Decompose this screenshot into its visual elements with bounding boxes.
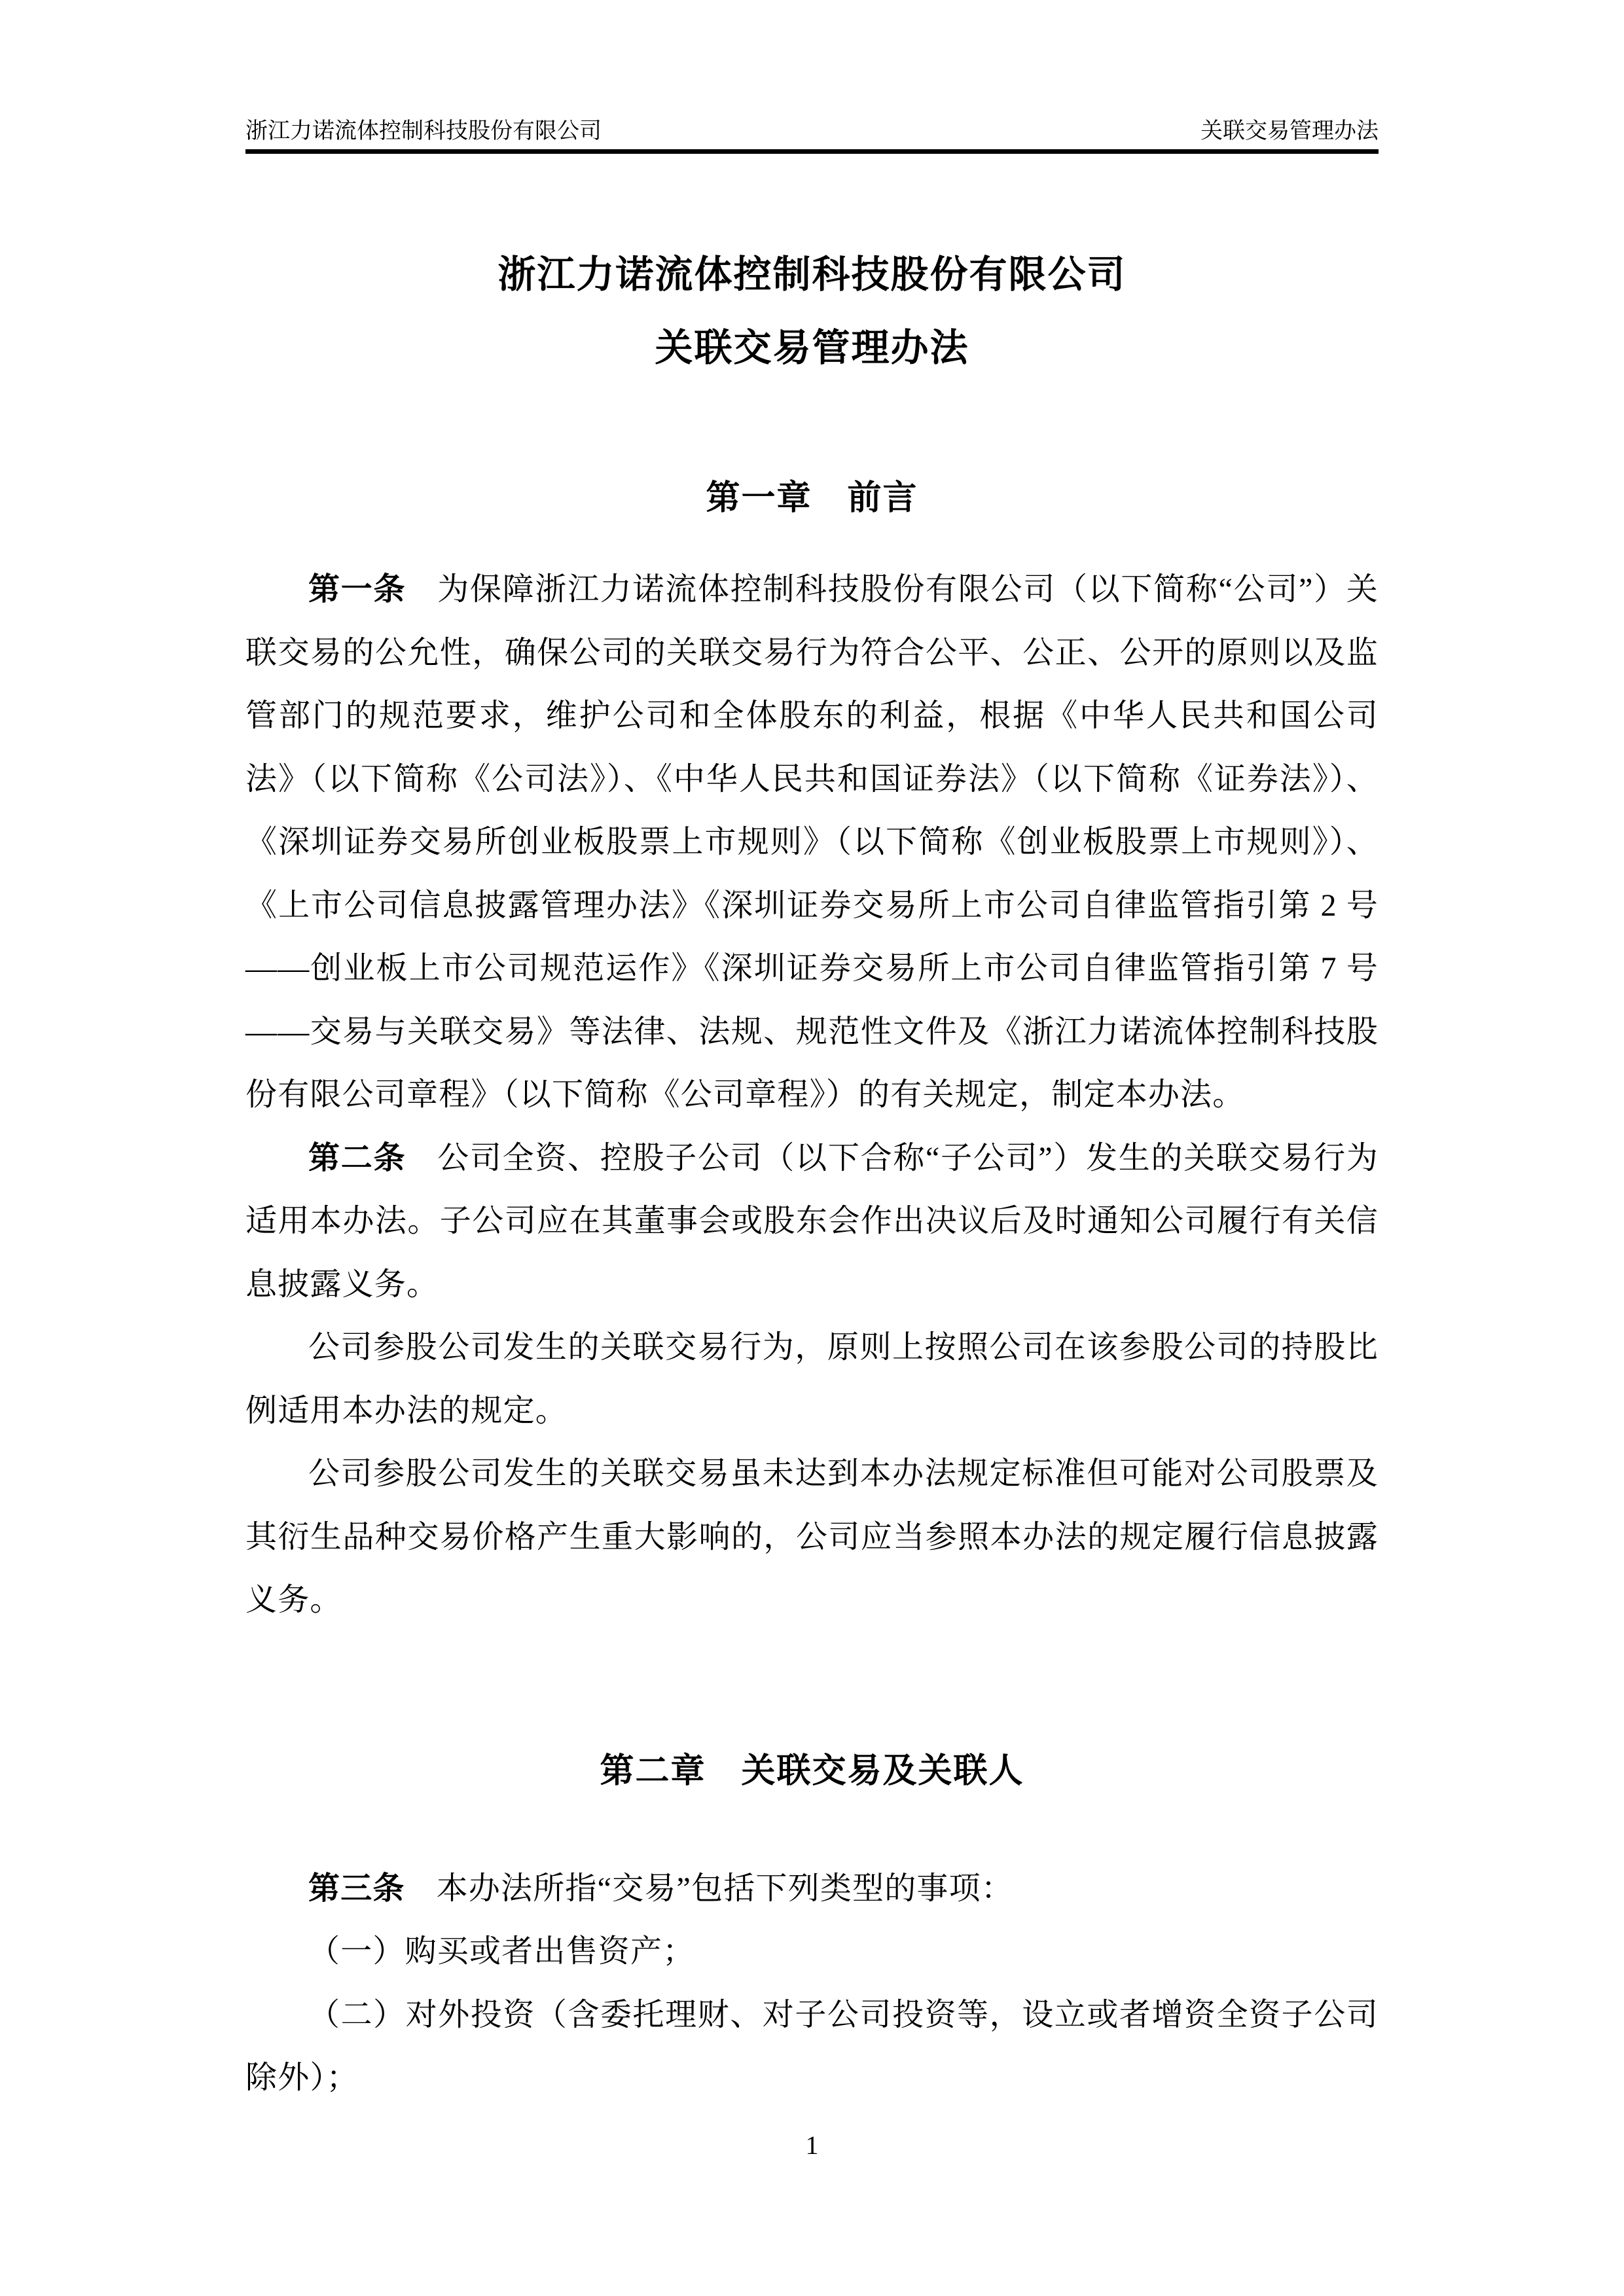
document-title-line1: 浙江力诺流体控制科技股份有限公司 — [497, 253, 1127, 296]
article-2-text: 公司全资、控股子公司（以下合称“子公司”）发生的关联交易行为适用本办法。子公司应在其董事会或股东会作出决议后及时通知公司履行有关信息披露义务。 — [245, 1140, 1379, 1302]
header-company-name: 浙江力诺流体控制科技股份有限公司 — [245, 119, 602, 143]
document-body — [245, 0, 1379, 2110]
page-number: 1 — [805, 2130, 819, 2160]
article-3-label: 第三条 — [308, 1871, 405, 1906]
article-2-label: 第二条 — [308, 1140, 406, 1175]
article-1-label: 第一条 — [308, 572, 406, 607]
article-2-continuation-paragraph-1 — [245, 1316, 1379, 1443]
chapter-2-heading: 第二章 关联交易及关联人 — [600, 1751, 1024, 1790]
article-3-item-1 — [245, 1920, 1379, 1984]
article-2-continuation-2-text: 公司参股公司发生的关联交易虽未达到本办法规定标准但可能对公司股票及其衍生品种交易价格产生重大影响的，公司应当参照本办法的规定履行信息披露义务。 — [245, 1456, 1379, 1617]
chapter-1-heading: 第一章 前言 — [706, 479, 918, 517]
article-1-paragraph — [245, 558, 1379, 1127]
article-3-paragraph — [245, 1857, 1379, 1921]
article-3-item-1-text: （一）购买或者出售资产； — [308, 1934, 695, 1969]
document-title-line2: 关联交易管理办法 — [655, 327, 969, 369]
article-3-item-2 — [245, 1984, 1379, 2110]
page-footer — [0, 2131, 1624, 2160]
article-3-item-2-text: （二）对外投资（含委托理财、对子公司投资等，设立或者增资全资子公司除外）； — [245, 1997, 1379, 2095]
article-1-text: 为保障浙江力诺流体控制科技股份有限公司（以下简称“公司”）关联交易的公允性，确保公司的关联交易行为符合公平、公正、公开的原则以及监管部门的规范要求，维护公司和全体股东的利益，根据《中华人民共和国公司法》（以下简称《公司法》）、《中华人民共和国证券法》（以下简称《证券法》）、《深圳证券交易所创业板股票上市规则》（以下简称《创业板股票上市规则》）、《上市公司信息披露管理办法》《深圳证券交易所上市公司自律监管指引第 2 号——创业板上市公司规范运作》《深圳证券交易所上市公司自律监管指引第 7 号——交易与关联交易》等法律、法规、规范性文件及《浙江力诺流体控制科技股份有限公司章程》（以下简称《公司章程》）的有关规定，制定本办法。 — [245, 572, 1379, 1112]
header-doc-title: 关联交易管理办法 — [1200, 119, 1379, 143]
article-3-text: 本办法所指“交易”包括下列类型的事项： — [436, 1871, 1014, 1906]
article-2-continuation-paragraph-2 — [245, 1443, 1379, 1632]
article-2-paragraph — [245, 1127, 1379, 1317]
article-2-continuation-1-text: 公司参股公司发生的关联交易行为，原则上按照公司在该参股公司的持股比例适用本办法的规定。 — [245, 1330, 1379, 1428]
